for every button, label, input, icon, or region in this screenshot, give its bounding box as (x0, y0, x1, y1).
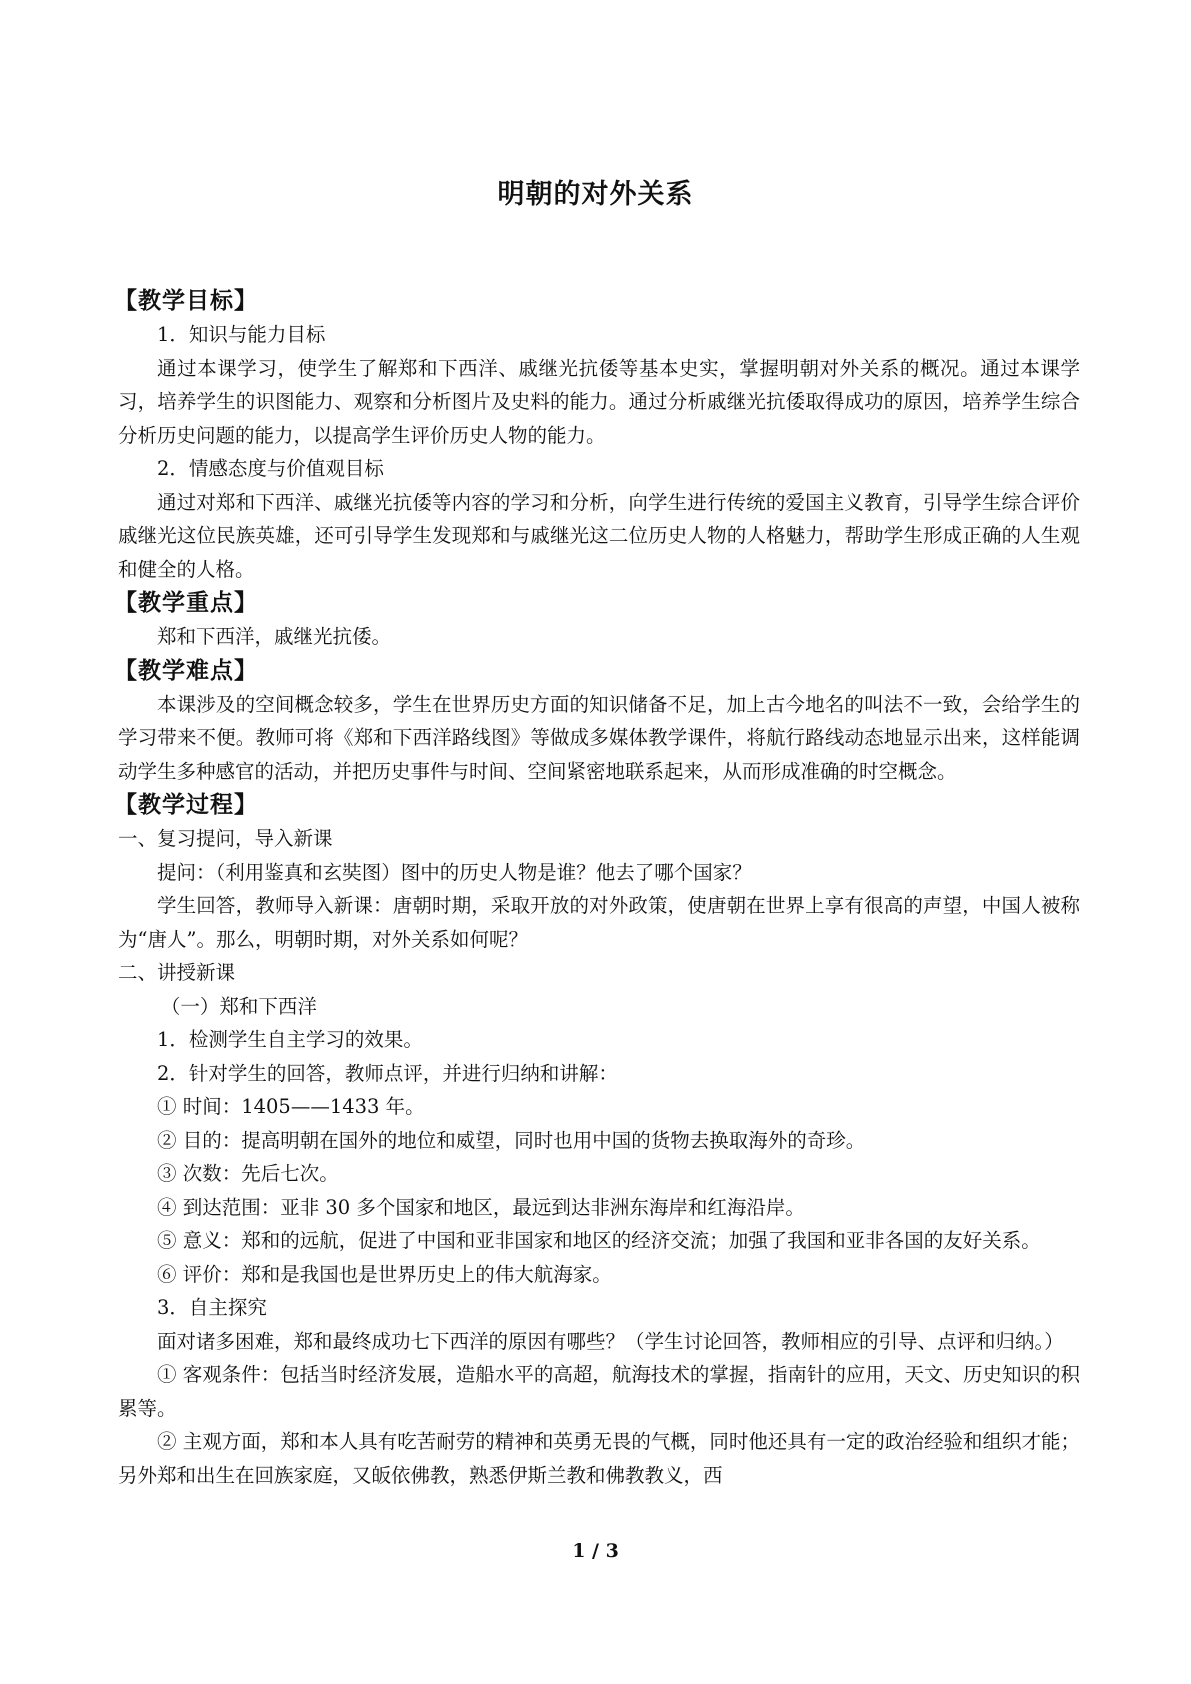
goal-1-title: 1．知识与能力目标 (157, 323, 326, 346)
section-heading-goals: 【教学目标】 (114, 288, 258, 314)
key-points-text: 郑和下西洋，戚继光抗倭。 (157, 625, 392, 648)
point-range: ④ 到达范围：亚非 30 多个国家和地区，最远到达非洲东海岸和红海沿岸。 (157, 1195, 805, 1219)
goal-2-title: 2．情感态度与价值观目标 (157, 457, 384, 480)
document-body (114, 284, 1080, 1492)
goal-1-text: 通过本课学习，使学生了解郑和下西洋、戚继光抗倭等基本史实，掌握明朝对外关系的概况。通过本课学习，培养学生的识图能力、观察和分析图片及史料的能力。通过分析戚继光抗倭取得成功的原因，培养学生综合分析历史问题的能力，以提高学生评价历史人物的能力。 (118, 356, 1080, 447)
goal-2-text: 通过对郑和下西洋、戚继光抗倭等内容的学习和分析，向学生进行传统的爱国主义教育，引导学生综合评价戚继光这位民族英雄，还可引导学生发现郑和与戚继光这二位历史人物的人格魅力，帮助学生形成正确的人生观和健全的人格。 (118, 490, 1080, 581)
document-title: 明朝的对外关系 (497, 179, 694, 210)
explore-question: 面对诸多困难，郑和最终成功七下西洋的原因有哪些？（学生讨论回答，教师相应的引导、点评和归纳。） (157, 1329, 1064, 1353)
section-heading-key-points: 【教学重点】 (114, 590, 258, 616)
difficulties-text: 本课涉及的空间概念较多，学生在世界历史方面的知识储备不足，加上古今地名的叫法不一致，会给学生的学习带来不便。教师可将《郑和下西洋路线图》等做成多媒体教学课件，将航行路线动态地显示出来，这样能调动学生多种感官的活动，并把历史事件与时间、空间紧密地联系起来，从而形成准确的时空概念。 (118, 692, 1080, 783)
process-part-1-title: 一、复习提问，导入新课 (118, 827, 333, 850)
page-number: 1 / 3 (572, 1540, 619, 1562)
point-time: ① 时间：1405——1433 年。 (157, 1095, 425, 1118)
point-meaning: ⑤ 意义：郑和的远航，促进了中国和亚非国家和地区的经济交流；加强了我国和亚非各国的友好关系。 (157, 1229, 1041, 1252)
process-part-1-answer: 学生回答，教师导入新课：唐朝时期，采取开放的对外政策，使唐朝在世界上享有很高的声望，中国人被称为“唐人”。那么，明朝时期，对外关系如何呢？ (118, 894, 1080, 951)
explore-answer-1: ① 客观条件：包括当时经济发展，造船水平的高超，航海技术的掌握，指南针的应用，天文、历史知识的积累等。 (118, 1363, 1080, 1420)
point-purpose: ② 目的：提高明朝在国外的地位和威望，同时也用中国的货物去换取海外的奇珍。 (157, 1128, 866, 1152)
process-step-3: 3．自主探究 (157, 1296, 267, 1319)
process-sub-1-title: （一）郑和下西洋 (160, 994, 317, 1018)
section-heading-process: 【教学过程】 (114, 792, 258, 818)
point-evaluation: ⑥ 评价：郑和是我国也是世界历史上的伟大航海家。 (157, 1262, 612, 1286)
explore-answer-2: ② 主观方面，郑和本人具有吃苦耐劳的精神和英勇无畏的气概，同时他还具有一定的政治经验和组织才能；另外郑和出生在回族家庭，又皈依佛教，熟悉伊斯兰教和佛教教义，西 (118, 1430, 1080, 1487)
process-part-2-title: 二、讲授新课 (118, 961, 236, 984)
process-part-1-question: 提问：（利用鉴真和玄奘图）图中的历史人物是谁？他去了哪个国家？ (157, 860, 752, 884)
section-heading-difficulties: 【教学难点】 (114, 657, 258, 684)
process-step-2: 2．针对学生的回答，教师点评，并进行归纳和讲解： (157, 1061, 618, 1085)
process-step-1: 1．检测学生自主学习的效果。 (157, 1028, 423, 1051)
point-count: ③ 次数：先后七次。 (157, 1162, 339, 1185)
